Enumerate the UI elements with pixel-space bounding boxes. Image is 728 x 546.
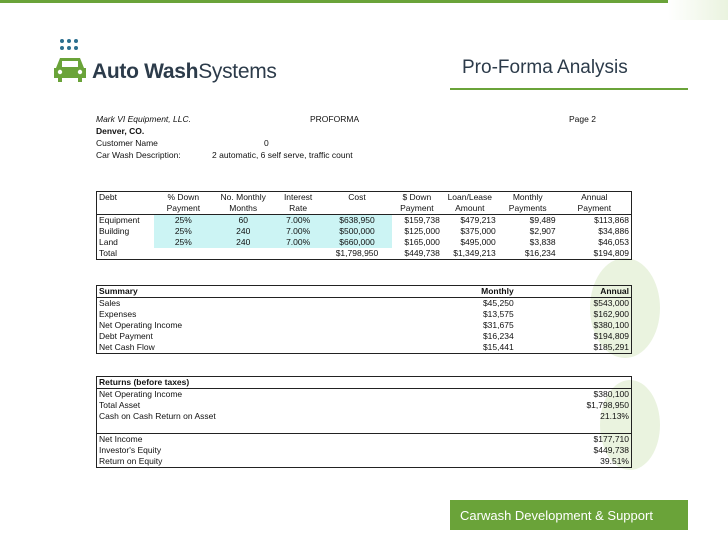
table-row-spacer [97,422,632,434]
table-row [97,400,632,411]
debt-header: Amount [455,203,485,213]
debt-cell: 240 [212,237,274,248]
debt-cell: $1,349,213 [453,248,496,258]
table-row [97,342,632,354]
top-right-gradient [668,0,728,20]
debt-cell: 60 [212,215,274,227]
brand-logo [52,38,292,98]
debt-cell: $16,234 [524,248,556,258]
debt-cell: 25% [154,226,212,237]
debt-cell: 25% [154,237,212,248]
returns-cell: Cash on Cash Return on Asset [99,411,216,421]
debt-cell: $9,489 [529,215,556,225]
returns-cell: 21.13% [600,411,629,421]
debt-header: Payment [577,203,612,213]
top-accent-bar [0,0,728,3]
returns-cell: $177,710 [593,434,629,444]
returns-cell: 39.51% [600,456,629,466]
customer-label: Customer Name [96,138,158,148]
returns-cell [516,422,632,434]
title-box [450,52,688,90]
debt-header: No. Monthly [220,192,266,202]
returns-cell: Return on Equity [99,456,163,466]
summary-cell: $31,675 [482,320,514,330]
returns-cell: $380,100 [593,389,629,399]
car-wash-icon [52,38,88,84]
summary-cell: Sales [99,298,121,308]
debt-cell: 7.00% [274,215,322,227]
debt-cell: $113,868 [594,215,629,225]
debt-header: Loan/Lease [447,192,493,202]
description-value: 2 automatic, 6 self serve, traffic count [212,150,353,160]
summary-cell: $162,900 [593,309,629,319]
debt-header-row-1 [97,192,632,204]
debt-header: Months [229,203,258,213]
debt-header: Monthly [512,192,543,202]
summary-header: Summary [99,286,138,296]
summary-table [96,285,632,354]
table-row [97,320,632,331]
debt-cell: $1,798,950 [335,248,379,258]
debt-cell: $479,213 [460,215,496,225]
summary-cell: $194,809 [593,331,629,341]
returns-cell: Net Operating Income [99,389,183,399]
table-row [97,411,632,422]
summary-header: Monthly [481,286,514,296]
debt-cell: $34,886 [598,226,629,236]
summary-cell: $15,441 [482,342,514,352]
city: Denver, CO. [96,126,145,136]
debt-cell: $660,000 [322,237,392,248]
debt-cell: $194,809 [593,248,629,258]
debt-header [322,203,392,215]
footer-text: Carwash Development & Support [460,508,653,523]
returns-cell: $449,738 [593,445,629,455]
returns-table [96,376,632,468]
debt-cell: $449,738 [404,248,440,258]
debt-cell: Total [99,248,117,258]
summary-cell: $16,234 [482,331,514,341]
summary-cell: Net Operating Income [99,320,183,330]
debt-cell: Land [99,237,118,247]
debt-header: Payments [508,203,547,213]
slide-title: Pro-Forma Analysis [462,57,628,78]
debt-cell: 240 [212,226,274,237]
table-row [97,456,632,468]
debt-cell: 7.00% [274,226,322,237]
debt-header: Payment [400,203,434,213]
debt-header: Cost [348,192,366,202]
debt-cell: $125,000 [404,226,440,236]
debt-cell: $2,907 [529,226,556,236]
debt-header [97,203,155,215]
table-row [97,226,632,237]
summary-cell: $45,250 [482,298,514,308]
page-number: Page 2 [569,114,596,124]
customer-value: 0 [264,138,269,148]
debt-cell: $638,950 [322,215,392,227]
debt-cell: 25% [154,215,212,227]
returns-cell: Total Asset [99,400,141,410]
table-row [97,434,632,446]
debt-header: Annual [581,192,608,202]
proforma-label: PROFORMA [310,114,360,124]
debt-cell: 7.00% [274,237,322,248]
returns-cell: $1,798,950 [586,400,629,410]
debt-cell: $495,000 [460,237,496,247]
table-row [97,331,632,342]
summary-header-row [97,286,632,298]
table-row [97,215,632,227]
debt-header: Interest [283,192,313,202]
returns-header: Returns (before taxes) [99,377,190,387]
summary-cell: $185,291 [593,342,629,352]
debt-header: Debt [99,192,117,202]
table-row [97,298,632,310]
summary-cell: $380,100 [593,320,629,330]
debt-header: Rate [289,203,308,213]
returns-cell [97,422,516,434]
returns-cell: Net Income [99,434,143,444]
company-name: Mark VI Equipment, LLC. [96,114,191,124]
brand-name: Auto WashSystems [92,60,277,83]
returns-header-row [97,377,632,389]
summary-cell: Expenses [99,309,137,319]
table-row-total [97,248,632,260]
debt-cell: $3,838 [529,237,556,247]
debt-header-row-2 [97,203,632,215]
returns-cell: Investor's Equity [99,445,162,455]
description-label: Car Wash Description: [96,150,181,160]
debt-header: Payment [166,203,201,213]
debt-cell: $375,000 [460,226,496,236]
debt-cell [212,248,274,260]
debt-cell: $500,000 [322,226,392,237]
debt-table [96,191,632,260]
summary-cell: Net Cash Flow [99,342,155,352]
debt-header: % Down [167,192,200,202]
table-row [97,309,632,320]
summary-cell: $13,575 [482,309,514,319]
summary-cell: Debt Payment [99,331,153,341]
table-row [97,389,632,401]
table-row [97,237,632,248]
debt-cell: Building [99,226,130,236]
debt-cell: $165,000 [404,237,440,247]
summary-cell: $543,000 [593,298,629,308]
debt-cell: Equipment [99,215,140,225]
debt-cell [274,248,322,260]
debt-header: $ Down [402,192,432,202]
summary-header: Annual [600,286,629,296]
debt-cell [154,248,212,260]
table-row [97,445,632,456]
debt-cell: $159,738 [404,215,440,225]
footer-box [450,500,688,530]
debt-cell: $46,053 [598,237,629,247]
